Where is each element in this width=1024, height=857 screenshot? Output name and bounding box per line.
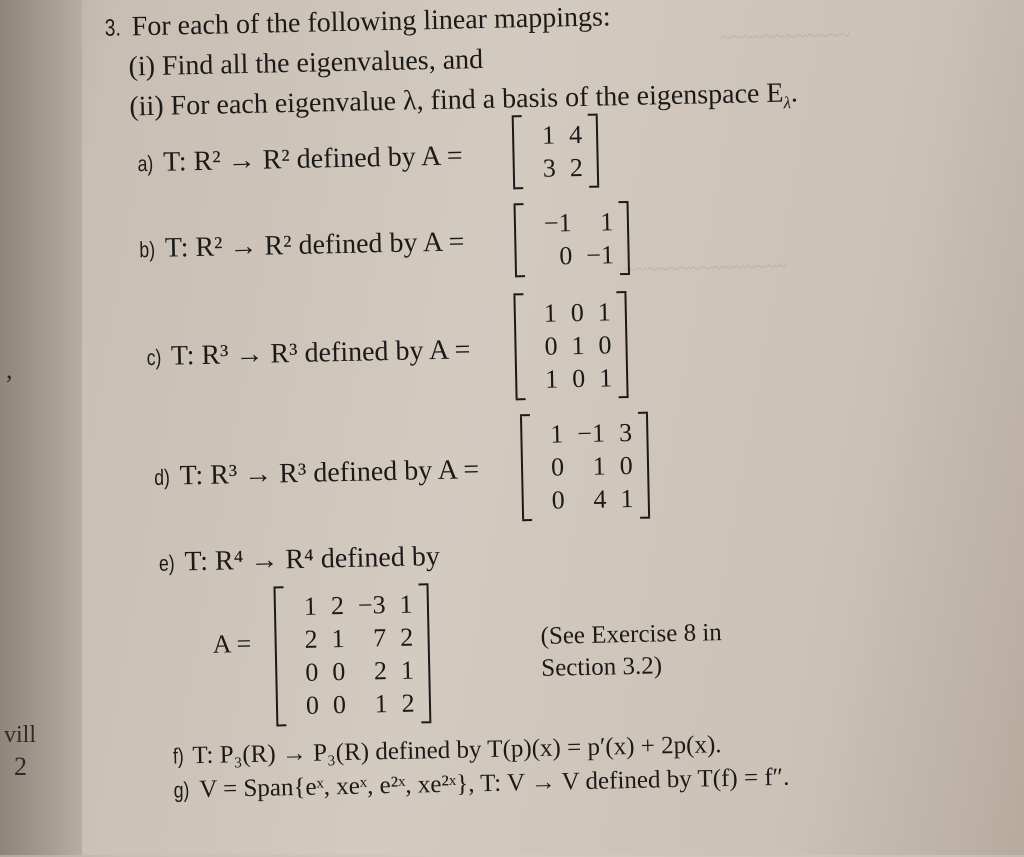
margin-mark: ,	[6, 355, 13, 384]
item-f-text: T: P₃(R) → P₃(R) defined by T(p)(x) = p′(x) + 2p(x).	[192, 731, 722, 770]
item-e	[159, 541, 440, 579]
matrix-entry: 2	[569, 152, 584, 183]
instruction-ii: (ii) For each eigenvalue λ, find a basis of the eigenspace $E_\lambda$.	[129, 77, 799, 123]
matrix-entry: 2	[401, 688, 415, 718]
matrix-entry: 0	[331, 657, 346, 687]
matrix-entry: 1	[598, 363, 613, 393]
matrix-entry: 1	[541, 120, 556, 150]
matrix-entry: 2	[330, 591, 345, 621]
matrix-entry: 1	[599, 207, 614, 237]
matrix-entry: 0	[598, 330, 612, 360]
matrix-entry: 1	[597, 297, 612, 327]
matrix-entry: 1	[544, 364, 559, 394]
matrix-e	[274, 585, 431, 724]
matrix-entry: 1	[543, 298, 558, 328]
item-b-map: T: R² → R² defined by A =	[164, 226, 465, 264]
matrix-entry: −3	[357, 590, 386, 620]
matrix-entry: 1	[400, 655, 415, 685]
margin-word: vill	[4, 722, 37, 748]
problem-intro: For each of the following linear mappings:	[131, 1, 611, 43]
matrix-entry: 0	[332, 689, 347, 720]
instruction-i: (i) Find all the eigenvalues, and	[128, 43, 484, 83]
matrix-entry: 0	[304, 657, 319, 687]
item-d-map: T: R³ → R³ defined by A =	[179, 454, 480, 492]
matrix-b	[514, 203, 631, 275]
matrix-entry: 1	[550, 419, 564, 449]
item-a-map: T: R² → R² defined by A =	[162, 140, 463, 178]
matrix-entry: 0	[619, 450, 634, 481]
matrix-entry: 0	[571, 363, 586, 394]
margin-number: 2	[14, 752, 27, 781]
matrix-entry: 1	[331, 624, 345, 654]
matrix-entry: 1	[399, 589, 413, 619]
bleed-through: ~~~~~~~~~~~~~~~	[624, 255, 788, 282]
item-f	[173, 731, 722, 770]
item-d-label: d)	[153, 464, 171, 490]
matrix-entry: 3	[542, 153, 557, 183]
item-e-label: e)	[158, 550, 175, 576]
matrix-entry: 1	[592, 451, 607, 481]
matrix-entry: 4	[593, 484, 607, 514]
matrix-c	[513, 293, 628, 398]
item-g-text: V = Span{eˣ, xeˣ, e²ˣ, xe²ˣ}, T: V → V defined by T(f) = f″.	[198, 763, 790, 804]
matrix-entry: 2	[373, 656, 388, 686]
item-a	[137, 140, 463, 179]
item-e-a-eq: A =	[212, 628, 252, 659]
item-e-map: T: R⁴ → R⁴ defined by	[184, 541, 441, 578]
matrix-entry: −1	[585, 240, 615, 270]
matrix-entry: 2	[399, 622, 414, 652]
matrix-entry: 0	[551, 485, 566, 515]
matrix-a	[512, 116, 599, 188]
matrix-entry: 0	[570, 297, 585, 328]
item-e-note-2: Section 3.2)	[540, 652, 663, 682]
bleed-through: ~~~~~~~~~~~~	[719, 24, 851, 50]
matrix-entry: −1	[577, 418, 606, 449]
matrix-entry: 0	[558, 241, 573, 271]
matrix-entry: 7	[372, 623, 387, 653]
matrix-entry: 1	[374, 689, 388, 719]
item-g	[173, 764, 789, 805]
matrix-entry: −1	[543, 208, 572, 238]
item-e-note-1: (See Exercise 8 in	[540, 619, 723, 650]
item-g-label: g)	[173, 777, 190, 803]
item-c-map: T: R³ → R³ defined by A =	[170, 334, 471, 372]
matrix-entry: 0	[305, 690, 320, 720]
matrix-d	[520, 414, 650, 520]
matrix-entry: 1	[303, 591, 318, 621]
item-a-label: a)	[137, 150, 154, 177]
matrix-entry: 0	[550, 452, 565, 482]
matrix-entry: 2	[304, 624, 318, 654]
item-c	[146, 334, 470, 373]
matrix-entry: 0	[544, 331, 558, 361]
item-b-label: b)	[139, 236, 156, 263]
matrix-entry: 1	[571, 330, 585, 361]
problem-header	[104, 1, 611, 44]
matrix-entry: 3	[618, 417, 633, 448]
problem-number: 3.	[104, 14, 122, 42]
item-b	[139, 226, 465, 265]
item-f-label: f)	[172, 743, 185, 769]
matrix-entry: 4	[568, 119, 583, 150]
matrix-entry: 1	[620, 483, 634, 514]
item-d	[154, 454, 480, 493]
item-c-label: c)	[146, 344, 162, 371]
